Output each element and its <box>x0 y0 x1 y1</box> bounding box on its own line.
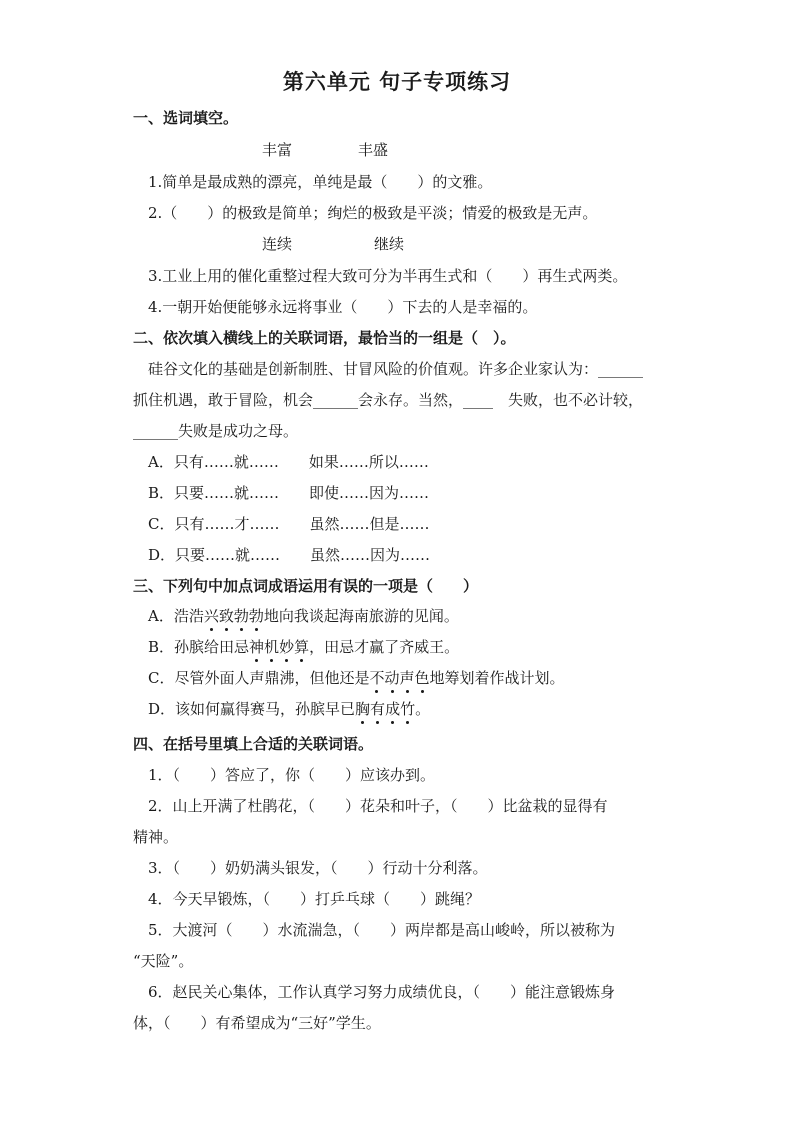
sec2-option-d: D．只要……就…… 虽然……因为…… <box>148 546 431 564</box>
sec3-a-prefix: A．浩浩 <box>148 607 204 625</box>
section-1-heading: 一、选词填空。 <box>133 109 239 127</box>
emphasis-char: 有 <box>370 700 386 718</box>
sec2-option-b: B．只要……就…… 即使……因为…… <box>148 484 430 502</box>
sec4-question-2a: 2．山上开满了杜鹃花，（ ）花朵和叶子，（ ）比盆栽的显得有 <box>148 797 608 815</box>
emphasis-char: 不 <box>369 669 385 687</box>
sec3-c-prefix: C．尽管外面人声鼎沸，但他还是 <box>148 669 370 687</box>
sec4-question-6b: 体，（ ）有希望成为“三好”学生。 <box>133 1014 381 1032</box>
emphasis-char: 致 <box>218 607 234 625</box>
emphasis-char: 勃 <box>248 607 264 625</box>
sec3-option-d <box>148 699 430 719</box>
page-title: 第六单元 句子专项练习 <box>282 69 512 94</box>
sec2-option-a: A．只有……就…… 如果……所以…… <box>148 453 429 471</box>
emphasis-char: 勃 <box>233 607 249 625</box>
sec1-question-4: 4.一朝开始便能够永远将事业（ ）下去的人是幸福的。 <box>148 298 538 316</box>
emphasis-char: 竹 <box>400 700 416 718</box>
sec4-question-1: 1．（ ）答应了，你（ ）应该办到。 <box>148 766 436 784</box>
sec2-paragraph-line-2: 抓住机遇，敢于冒险，机会______会永存。当然，____ 失败，也不必计较， <box>133 391 644 409</box>
emphasis-char: 声 <box>399 669 415 687</box>
emphasis-char: 胸 <box>355 700 371 718</box>
sec3-a-suffix: 地向我谈起海南旅游的见闻。 <box>263 607 459 625</box>
word-choice-1b: 丰盛 <box>358 141 389 159</box>
sec3-option-c <box>148 668 565 688</box>
word-choice-1a: 丰富 <box>262 141 293 159</box>
sec4-question-6a: 6．赵民关心集体，工作认真学习努力成绩优良，（ ）能注意锻炼身 <box>148 983 616 1001</box>
emphasis-char: 妙 <box>279 638 295 656</box>
sec3-d-dotted-idiom <box>355 700 415 718</box>
emphasis-char: 动 <box>384 669 400 687</box>
sec3-d-prefix: D．该如何赢得赛马，孙膑早已 <box>148 700 356 718</box>
sec2-paragraph-line-3: ______失败是成功之母。 <box>133 422 299 440</box>
sec4-question-5b: “天险”。 <box>133 952 194 970</box>
sec3-a-dotted-idiom <box>204 607 264 625</box>
emphasis-char: 机 <box>264 638 280 656</box>
section-2-heading: 二、依次填入横线上的关联词语，最恰当的一组是（ ）。 <box>133 329 516 347</box>
sec3-b-suffix: ，田忌才赢了齐威王。 <box>309 638 460 656</box>
sec4-question-2b: 精神。 <box>133 828 179 846</box>
word-choice-2b: 继续 <box>374 235 405 253</box>
emphasis-char: 神 <box>249 638 265 656</box>
emphasis-char: 色 <box>414 669 430 687</box>
section-4-heading: 四、在括号里填上合适的关联词语。 <box>133 735 374 753</box>
sec2-option-c: C．只有……才…… 虽然……但是…… <box>148 515 430 533</box>
sec3-d-suffix: 。 <box>415 700 431 718</box>
sec2-paragraph-line-1: 硅谷文化的基础是创新制胜、甘冒风险的价值观。许多企业家认为：______ <box>148 360 644 378</box>
sec1-question-3: 3.工业上用的催化重整过程大致可分为半再生式和（ ）再生式两类。 <box>148 267 628 285</box>
sec3-c-dotted-idiom <box>369 669 429 687</box>
sec1-question-2: 2.（ ）的极致是简单；绚烂的极致是平淡；情爱的极致是无声。 <box>148 204 598 222</box>
emphasis-char: 兴 <box>203 607 219 625</box>
sec4-question-3: 3．（ ）奶奶满头银发，（ ）行动十分利落。 <box>148 859 488 877</box>
word-choice-2a: 连续 <box>262 235 293 253</box>
sec3-b-prefix: B．孙膑给田忌 <box>148 638 250 656</box>
sec3-option-a <box>148 606 459 626</box>
sec4-question-4: 4．今天早锻炼，（ ）打乒乓球（ ）跳绳？ <box>148 890 481 908</box>
sec3-c-suffix: 地筹划着作战计划。 <box>429 669 565 687</box>
section-3-heading: 三、下列句中加点词成语运用有误的一项是（ ） <box>133 577 479 595</box>
sec3-b-dotted-idiom <box>249 638 309 656</box>
sec1-question-1: 1.简单是最成熟的漂亮，单纯是最（ ）的文雅。 <box>148 173 493 191</box>
sec4-question-5a: 5．大渡河（ ）水流湍急，（ ）两岸都是高山峻岭，所以被称为 <box>148 921 616 939</box>
emphasis-char: 成 <box>385 700 401 718</box>
emphasis-char: 算 <box>294 638 310 656</box>
sec3-option-b <box>148 637 459 657</box>
